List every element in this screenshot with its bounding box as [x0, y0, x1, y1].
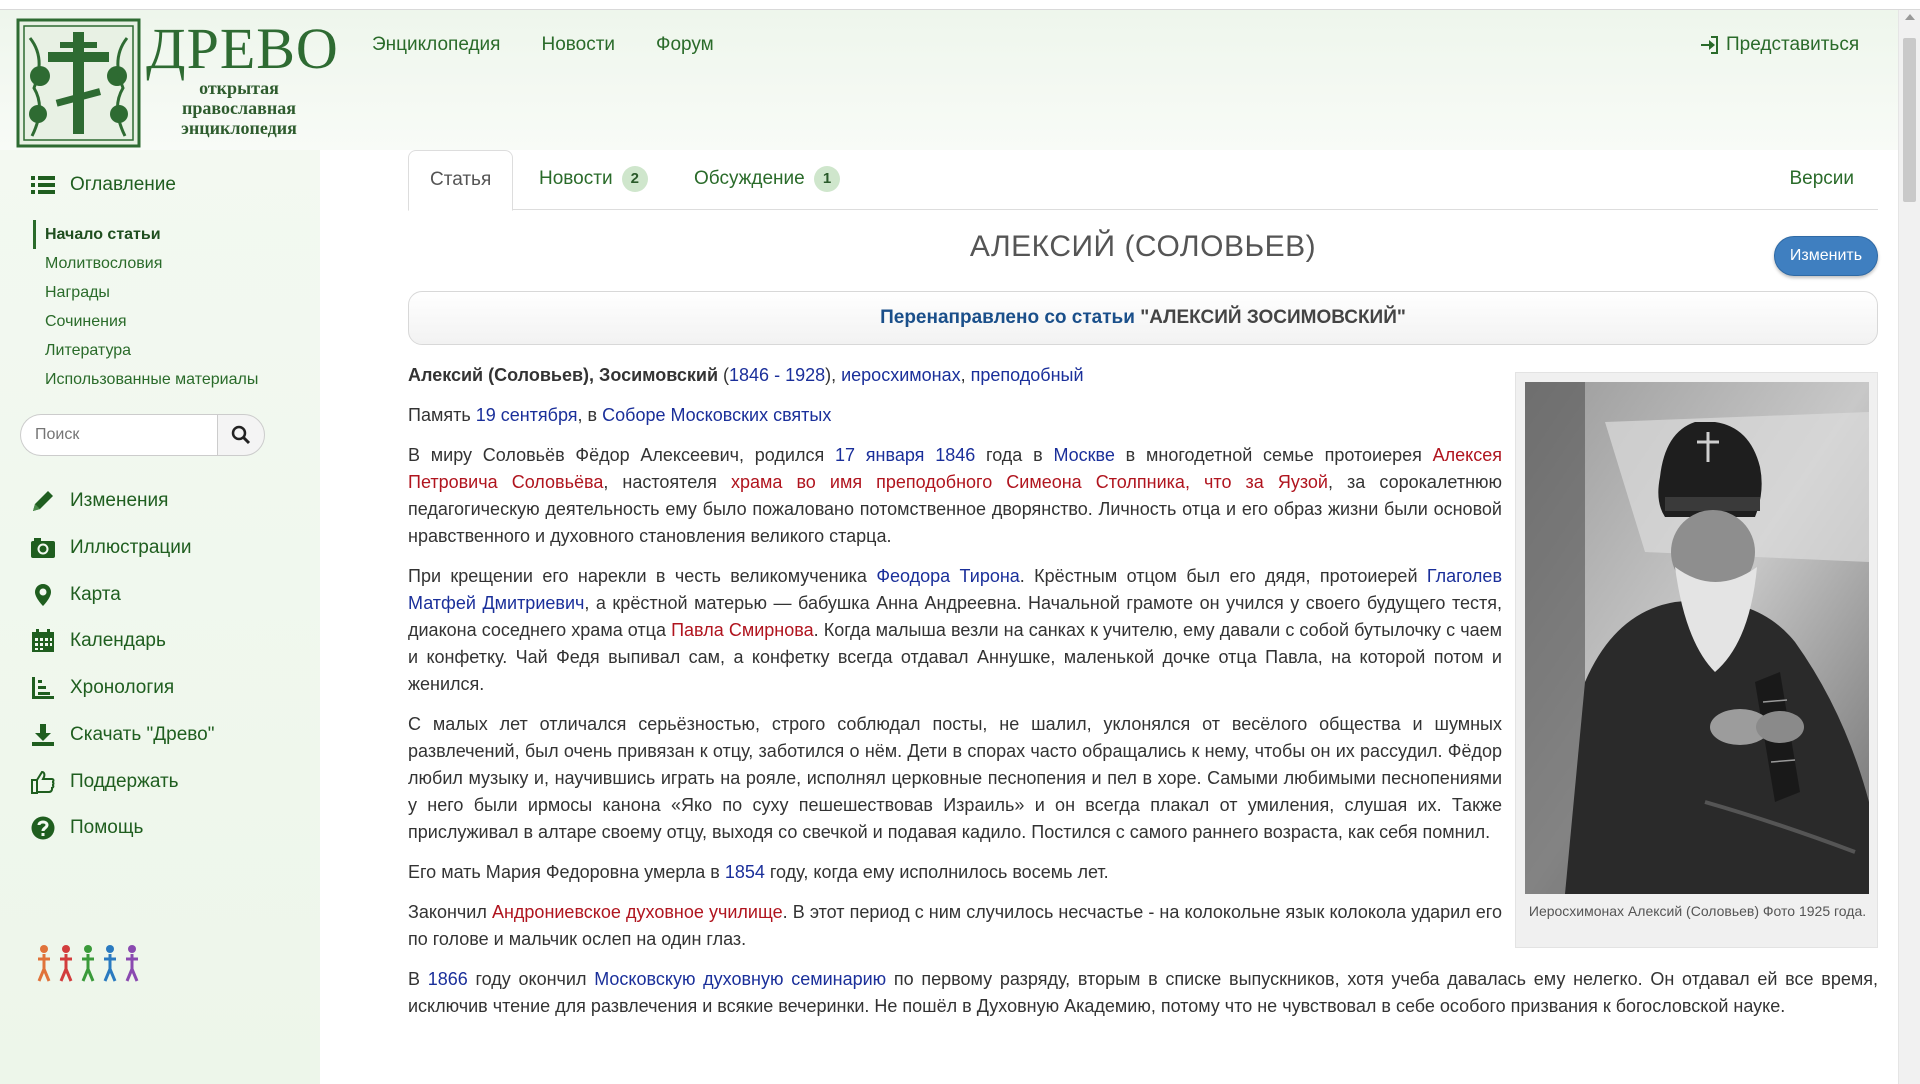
sidebar-support-label: Поддержать: [70, 771, 179, 792]
cross-logo-icon: [16, 18, 141, 148]
text-span: , а крёстной матерью — бабушка Анна Андреевна. Начальной грамоте он учился у своего будущего тестя, диакона соседнего храма отца: [408, 593, 1503, 640]
sidebar-map-label: Карта: [70, 584, 121, 605]
text-span: , за сорокалетнюю педагогическую деятельность ему было пожаловано потомственное дворянство. Личность отца и его образ жизни были основой нравственного и духовного становления великого старца.: [408, 472, 1503, 546]
logo-title: ДРЕВО: [146, 16, 339, 81]
text-span: году окончил: [467, 969, 595, 989]
nav-news[interactable]: Новости: [541, 34, 616, 55]
sainthood-link[interactable]: преподобный: [970, 365, 1084, 385]
map-pin-icon: [30, 582, 56, 608]
text-span: ,: [960, 365, 971, 385]
seminary-link[interactable]: Московскую духовную семинарию: [594, 969, 887, 989]
tab-discussion[interactable]: [694, 150, 840, 211]
logo-subtitle: [164, 78, 314, 138]
sidebar-download[interactable]: [30, 722, 214, 748]
sidebar-support[interactable]: [30, 769, 179, 795]
sidebar-calendar-label: Календарь: [70, 630, 166, 651]
year-link[interactable]: 1854: [724, 862, 765, 882]
sidebar-contents[interactable]: [30, 172, 176, 198]
browser-top-edge: [0, 0, 1920, 10]
date-link[interactable]: 19 сентября: [475, 405, 578, 425]
scroll-up-arrow-icon[interactable]: [1905, 14, 1915, 20]
logo-subtitle-line: православная: [182, 98, 296, 118]
toc-item-works[interactable]: Сочинения: [45, 313, 127, 330]
church-link[interactable]: храма во имя преподобного Симеона Столпника, что за Яузой: [730, 472, 1328, 492]
text-span: в многодетной семье протоиерея: [1114, 445, 1433, 465]
text-span: Его мать Мария Федоровна умерла в: [408, 862, 725, 882]
article-paragraph: [408, 899, 1502, 953]
nav-encyclopedia[interactable]: Энциклопедия: [372, 34, 501, 55]
tab-versions[interactable]: Версии: [1789, 168, 1854, 189]
article-paragraph: [408, 442, 1502, 550]
news-count-badge: 2: [622, 166, 648, 192]
text-span: В: [408, 969, 428, 989]
calendar-icon: [30, 628, 56, 654]
text-span: Память: [408, 405, 476, 425]
text-span: При крещении его нарекли в честь великомученика: [408, 566, 877, 586]
redirect-link[interactable]: Перенаправлено со статьи: [880, 307, 1135, 328]
site-header: [0, 10, 1898, 150]
date-link[interactable]: 17 января: [835, 445, 925, 465]
logo-subtitle-line: открытая: [199, 78, 279, 98]
pavel-link[interactable]: Павла Смирнова: [671, 620, 814, 640]
sidebar-illustrations[interactable]: [30, 535, 192, 561]
login-icon: [1700, 36, 1718, 54]
login-link[interactable]: [1700, 34, 1859, 56]
sidebar-illustrations-label: Иллюстрации: [70, 537, 192, 558]
sidebar: [0, 150, 320, 1084]
login-label: Представиться: [1726, 34, 1860, 55]
toc-item-start[interactable]: Начало статьи: [33, 220, 258, 249]
year-link[interactable]: 1846: [729, 365, 770, 385]
sobor-link[interactable]: Соборе Московских святых: [602, 405, 832, 425]
text-span: . В этот период с ним случилось несчастье - на колокольне язык колокола ударил его по голове и мальчик ослеп на один глаз.: [408, 902, 1502, 949]
year-link[interactable]: 1928: [785, 365, 826, 385]
tab-article[interactable]: Статья: [408, 150, 513, 211]
page-title: АЛЕКСИЙ (СОЛОВЬЕВ): [969, 230, 1317, 263]
text-span: [924, 445, 935, 465]
text-span: Закончил: [408, 902, 492, 922]
article-paragraph: [408, 859, 1502, 886]
tab-news[interactable]: [539, 150, 648, 211]
redirect-target: "АЛЕКСИЙ ЗОСИМОВСКИЙ": [1140, 307, 1406, 328]
search-icon: [231, 425, 251, 445]
text-span: году, когда ему исполнилось восемь лет.: [764, 862, 1109, 882]
text-span: (: [718, 365, 730, 385]
toc-item-prayers[interactable]: Молитвословия: [45, 255, 163, 272]
text-span: ),: [825, 365, 842, 385]
godfather-link[interactable]: Глаголев Матфей Дмитриевич: [408, 566, 1503, 613]
article-paragraph: [408, 402, 1502, 429]
city-link[interactable]: Москве: [1053, 445, 1115, 465]
redirect-notice: [408, 291, 1878, 345]
text-span: -: [769, 365, 786, 385]
sidebar-help[interactable]: [30, 815, 143, 841]
father-link[interactable]: Алексея Петровича Соловьёва: [408, 445, 1502, 492]
article-paragraph: С малых лет отличался серьёзностью, строго соблюдал посты, не шалил, уклонялся от весёлого общества и шумных развлечений, был очень привязан к отцу, заботился о нём. Дети в спорах часто обращались к нему, чтобы он их рассудил. Фёдор любил музыку и, научившись играть на рояле, исполнял церковные песнопения и пел в хоре. Самыми любимыми песнопениями у него были ирмосы канона «Яко по суху пешешествовав Израиль» и он всегда плакал от умиления, слушая их. Также прислуживал в алтаре своему отцу, выходя со свечкой и подавая кадило. Постился с самого раннего возраста, как себя помнил.: [408, 714, 1502, 842]
school-link[interactable]: Андрониевское духовное училище: [491, 902, 783, 922]
top-navigation: [372, 34, 714, 56]
search-input[interactable]: [20, 414, 217, 456]
rank-link[interactable]: иеросхимонах: [841, 365, 961, 385]
toc-item-literature[interactable]: Литература: [45, 342, 132, 359]
discussion-count-badge: 1: [814, 166, 840, 192]
page-scrollbar[interactable]: [1898, 10, 1920, 1084]
text-span: . Когда малыша везли на санках к учителю, ему давали с собой бутылочку с чаем и конфетку. Чай Федя выпивал сам, а конфетку всегда отдавал Аннушке, маленькой дочке отца Павла, на которой потом и женился.: [408, 620, 1502, 694]
thumbs-up-icon: [30, 769, 56, 795]
timeline-icon: [30, 675, 56, 701]
list-icon: [30, 172, 56, 198]
camera-icon: [30, 535, 56, 561]
text-span: по первому разряду, вторым в списке выпускников, хотя учеба давалась ему нелегко. Он отдавал ей все время, исключив чтение для развлечения и всякие вечеринки. Не пошёл в Духовную Академию, потому что не чувствовал в себе особого призвания к богословской науке.: [408, 969, 1878, 1016]
edit-button[interactable]: Изменить: [1774, 236, 1878, 276]
table-of-contents: [33, 220, 258, 394]
toc-item-sources[interactable]: Использованные материалы: [45, 371, 259, 388]
article-paragraph: [408, 362, 1502, 389]
sidebar-calendar[interactable]: [30, 628, 166, 654]
help-icon: [30, 815, 56, 841]
sidebar-search: [20, 414, 265, 456]
text-span: , настоятеля: [603, 472, 731, 492]
tab-discussion-label: Обсуждение: [694, 168, 805, 189]
article-tabs: [408, 150, 1878, 210]
text-span: года в: [975, 445, 1054, 465]
sidebar-contents-label: Оглавление: [70, 174, 176, 195]
article-paragraph: [408, 563, 1502, 698]
article-body: [408, 362, 1878, 1033]
sidebar-changes-label: Изменения: [70, 490, 169, 511]
scrollbar-thumb[interactable]: [1903, 38, 1916, 202]
year-link[interactable]: 1866: [427, 969, 468, 989]
saint-link[interactable]: Феодора Тирона: [876, 566, 1020, 586]
children-logo-icon[interactable]: [36, 943, 144, 985]
sidebar-map[interactable]: [30, 582, 121, 608]
download-icon: [30, 722, 56, 748]
sidebar-chronology[interactable]: [30, 675, 174, 701]
figure-caption: Иеросхимонах Алексий (Соловьев) Фото 1925 года.: [1528, 903, 1867, 919]
sidebar-download-label: Скачать "Древо": [70, 724, 215, 745]
site-logo[interactable]: [16, 16, 339, 148]
sidebar-chronology-label: Хронология: [70, 677, 175, 698]
sidebar-changes[interactable]: [30, 488, 168, 514]
article-subject-name: Алексий (Соловьев), Зосимовский: [408, 365, 719, 385]
nav-forum[interactable]: Форум: [656, 34, 714, 55]
search-button[interactable]: [217, 414, 265, 456]
text-span: . Крёстным отцом был его дядя, протоиерей: [1019, 566, 1427, 586]
text-span: , в: [577, 405, 603, 425]
tab-news-label: Новости: [539, 168, 613, 189]
year-link[interactable]: 1846: [935, 445, 976, 465]
toc-item-awards[interactable]: Награды: [45, 284, 110, 301]
logo-subtitle-line: энциклопедия: [181, 118, 297, 138]
pencil-icon: [30, 488, 56, 514]
sidebar-help-label: Помощь: [70, 817, 144, 838]
text-span: В миру Соловьёв Фёдор Алексеевич, родился: [408, 445, 835, 465]
article-paragraph: [408, 966, 1878, 1020]
